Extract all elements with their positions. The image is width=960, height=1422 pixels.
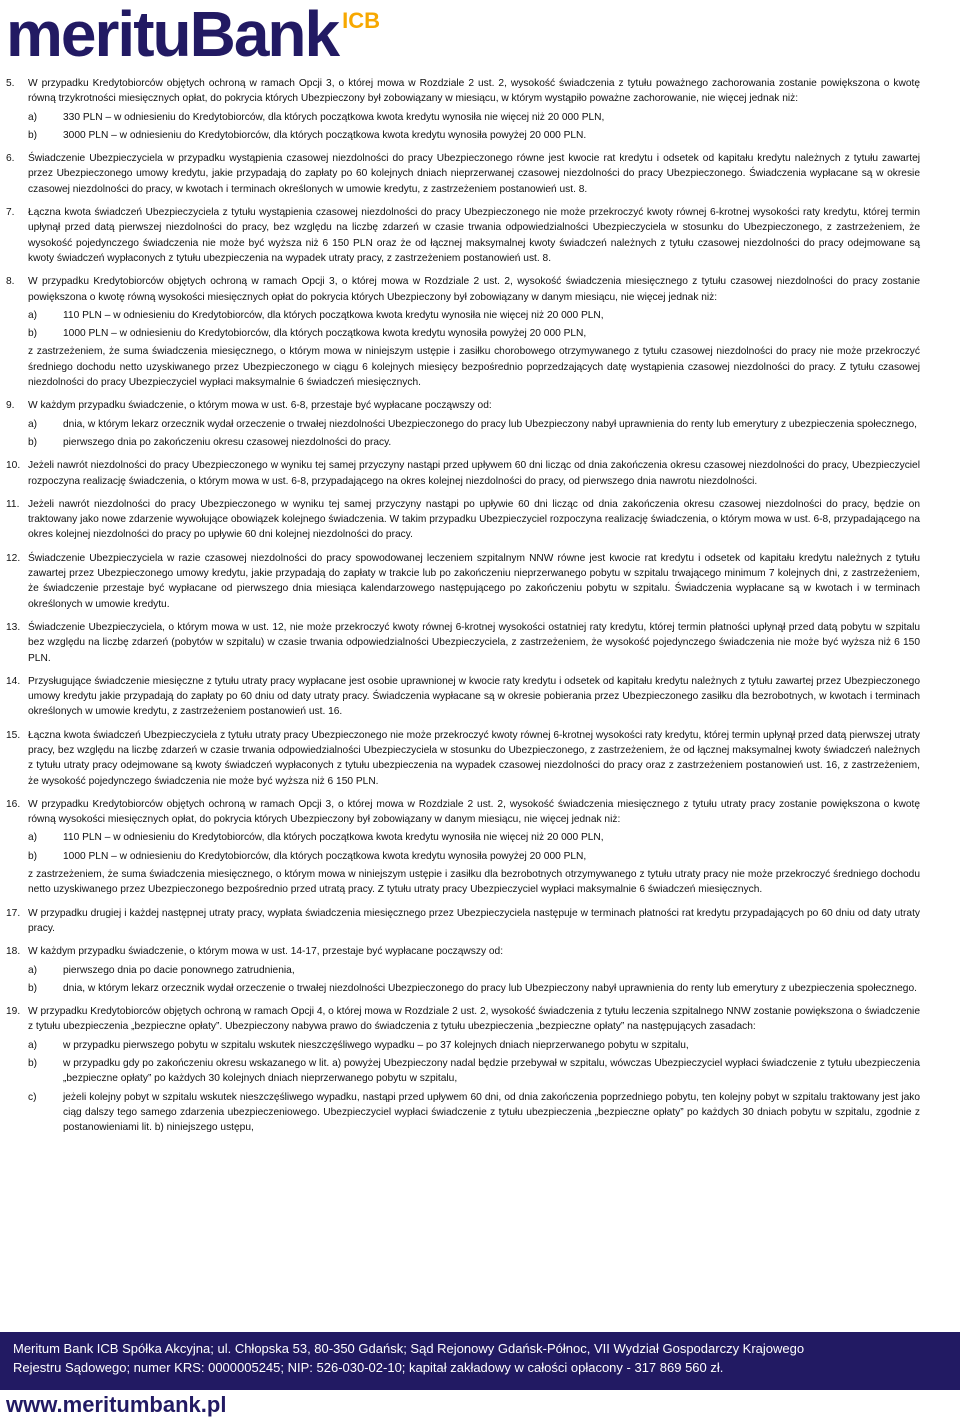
sub-item xyxy=(28,830,920,845)
sub-item xyxy=(28,128,920,143)
paragraph-text: W przypadku drugiej i każdej następnej utraty pracy, wypłata świadczenia miesięcznego przez Ubezpieczyciela następuje w terminach płatności rat kredytu przypadających po 60 dniu od daty utraty pracy. xyxy=(28,907,920,934)
sub-item-text: 1000 PLN – w odniesieniu do Kredytobiorców, dla których początkowa kwota kredytu wynosiła powyżej 20 000 PLN, xyxy=(63,328,587,340)
numbered-paragraph xyxy=(6,497,920,551)
paragraph-text: Przysługujące świadczenie miesięczne z tytułu utraty pracy wypłacane jest osobie uprawnionej w kwocie raty kredytu i odsetek od kapitału kredytu należnych z tytułu zawartej przez Ubezpieczonego umowy kredytu jakie przypadają do zapłaty po 60 dniu od daty utraty pracy. Świadczenia wypłacane są w okresie pobierania przez Ubezpieczonego zasiłku dla bezrobotnych, w kwotach i terminach określonych w umowie kredytu, z zastrzeżeniem postanowień ust. 16. xyxy=(28,675,920,718)
paragraph-text: Jeżeli nawrót niezdolności do pracy Ubezpieczonego w wyniku tej samej przyczyny nastąpi po upływie 60 dni licząc od dnia zakończenia okresu czasowej niezdolności do pracy, będzie on traktowany jako nowe zdarzenie wywołujące obowiązek kolejnego świadczenia. W takim przypadku Ubezpieczyciel rozpoczyna realizację świadczenia, o którym mowa w ust. 6-8, przypadającego na okres kolejnej niezdolności do pracy po upływie 60 dni kolejnej niezdolności do pracy. xyxy=(28,498,920,541)
sub-item-label: b) xyxy=(28,328,38,340)
logo-suffix: ICB xyxy=(342,8,380,33)
footer-company-line: Meritum Bank ICB Spółka Akcyjna; ul. Chłopska 53, 80-350 Gdańsk; Sąd Rejonowy Gdańsk-Północ, VII Wydział Gospodarczy Krajowego xyxy=(13,1341,805,1356)
sub-item-label: b) xyxy=(28,850,38,862)
logo-wordmark: merituBank xyxy=(6,0,339,70)
paragraph-text: W każdym przypadku świadczenie, o którym mowa w ust. 6-8, przestaje być wypłacane począwszy od: xyxy=(28,400,492,412)
numbered-paragraph xyxy=(6,205,920,274)
paragraph-number: 14. xyxy=(6,675,21,687)
paragraph-number: 15. xyxy=(6,729,21,741)
sub-item-text: 330 PLN – w odniesieniu do Kredytobiorców, dla których początkowa kwota kredytu wynosiła nie więcej niż 20 000 PLN, xyxy=(63,111,605,123)
sub-item xyxy=(28,981,920,996)
sub-item xyxy=(28,417,920,432)
sub-item-text: w przypadku pierwszego pobytu w szpitalu wskutek nieszczęśliwego wypadku – po 37 kolejnych dniach nieprzerwanego pobytu w szpitalu, xyxy=(63,1039,689,1051)
sub-item xyxy=(28,110,920,125)
sub-item xyxy=(28,963,920,978)
sub-item xyxy=(28,1090,920,1136)
paragraph-number: 10. xyxy=(6,460,21,472)
paragraph-number: 8. xyxy=(6,276,15,288)
numbered-paragraph xyxy=(6,274,920,398)
sub-item-text: 1000 PLN – w odniesieniu do Kredytobiorców, dla których początkowa kwota kredytu wynosiła powyżej 20 000 PLN, xyxy=(63,850,587,862)
numbered-paragraph xyxy=(6,674,920,728)
paragraph-text: W każdym przypadku świadczenie, o którym mowa w ust. 14-17, przestaje być wypłacane począwszy od: xyxy=(28,946,504,958)
sub-item xyxy=(28,308,920,323)
paragraph-text: W przypadku Kredytobiorców objętych ochroną w ramach Opcji 3, o której mowa w Rozdziale 2 ust. 2, wysokość świadczenia z tytułu poważnego zachorowania zostanie powiększona o kwotę równą trzykrotności miesięcznych opłat, do pokrycia których Ubezpieczony był zobowiązany w miesiącu, w którym wystąpiło poważne zachorowanie, nie więcej jednak niż: xyxy=(28,78,920,105)
numbered-paragraph xyxy=(6,944,920,1004)
sub-item-label: a) xyxy=(28,111,38,123)
footer-registry-line: Rejestru Sądowego; numer KRS: 0000005245; NIP: 526-030-02-10; kapitał zakładowy w całości opłacony - 317 869 560 zł. xyxy=(13,1360,724,1375)
sub-item-text: pierwszego dnia po zakończeniu okresu czasowej niezdolności do pracy. xyxy=(63,436,392,448)
sub-item xyxy=(28,1038,920,1053)
paragraph-text: Łączna kwota świadczeń Ubezpieczyciela z tytułu wystąpienia czasowej niezdolności do pracy Ubezpieczonego nie może przekroczyć kwoty równej 6-krotnej wysokości raty kredytu, której termin upłynął przed datą pierwszej niezdolności do pracy, bez względu na liczbę zdarzeń w czasie trwania odpowiedzialności Ubezpieczyciela w stosunku do Ubezpieczonego, z zastrzeżeniem, że wysokość pojedynczego świadczenia nie może być wyższa niż 6 150 PLN oraz że od łącznej maksymalnej kwoty świadczeń należnych z tytułu czasowej niezdolności do pracy odejmowane są kwoty świadczeń wypłaconych z tytułu ubezpieczenia na wypadek utraty pracy, z zastrzeżeniem postanowień ust. 8. xyxy=(28,207,920,264)
paragraph-text: W przypadku Kredytobiorców objętych ochroną w ramach Opcji 4, o której mowa w Rozdziale 2 ust. 2, wysokość świadczenia z tytułu leczenia szpitalnego NNW zostanie powiększona o świadczenie z tytułu ubezpieczenia „bezpieczne opłaty”. Ubezpieczony nabywa prawo do świadczenia z tytułu ubezpieczenia „bezpieczne opłaty” na następujących zasadach: xyxy=(28,1006,920,1033)
numbered-paragraph xyxy=(6,76,920,151)
numbered-paragraph xyxy=(6,1004,920,1143)
sub-item-label: a) xyxy=(28,832,38,844)
sub-item-text: w przypadku gdy po zakończeniu okresu wskazanego w lit. a) powyżej Ubezpieczony nadal będzie przebywał w szpitalu, wówczas Ubezpieczyciel wypłaci świadczenie z tytułu ubezpieczenia „bezpieczne opłaty” po każdych 30 kolejnych dniach nieprzerwanego pobytu w szpitalu, xyxy=(63,1058,920,1085)
document-body xyxy=(6,76,920,1144)
sub-item-label: a) xyxy=(28,309,38,321)
paragraph-text: Świadczenie Ubezpieczyciela w razie czasowej niezdolności do pracy spowodowanej leczeniem szpitalnym NNW równe jest kwocie rat kredytu i odsetek od kapitału kredytu należnych z tytułu zawartej przez Ubezpieczonego umowy kredytu, jakie przypadają do zapłaty w trakcie lub po zakończeniu nieprzerwanego pobytu w szpitalu trwającego minimum 7 kolejnych dni, z zastrzeżeniem, że świadczenie przestaje być wypłacane od pierwszego dnia miesiąca kalendarzowego następującego po zakończeniu pobytu w szpitalu. Świadczenia wypłacane są w kwotach i w terminach określonych w umowie kredytu. xyxy=(28,552,920,610)
paragraph-text: Jeżeli nawrót niezdolności do pracy Ubezpieczonego w wyniku tej samej przyczyny nastąpi przed upływem 60 dni licząc od dnia zakończenia okresu czasowej niezdolności do pracy, Ubezpieczyciel rozpoczyna realizację świadczenia, o którym mowa w ust. 6-8, przypadającego na okres kolejnej niezdolności do pracy, od pierwszego dnia nawrotu niezdolności. xyxy=(28,460,920,487)
bank-logo xyxy=(6,0,380,70)
paragraph-text: W przypadku Kredytobiorców objętych ochroną w ramach Opcji 3, o której mowa w Rozdziale 2 ust. 2, wysokość świadczenia miesięcznego z tytułu utraty pracy zostanie powiększona o kwotę równą wysokości miesięcznych opłat, do pokrycia których Ubezpieczony był zobowiązany w danym miesiącu, nie więcej jednak niż: xyxy=(28,798,920,826)
sub-item xyxy=(28,435,920,450)
numbered-paragraph xyxy=(6,151,920,205)
sub-item-text: 110 PLN – w odniesieniu do Kredytobiorców, dla których początkowa kwota kredytu wynosiła nie więcej niż 20 000 PLN, xyxy=(63,832,604,844)
paragraph-number: 5. xyxy=(6,78,15,89)
paragraph-number: 19. xyxy=(6,1006,21,1018)
sub-item-label: a) xyxy=(28,1039,38,1051)
sub-item-label: c) xyxy=(28,1091,37,1103)
numbered-paragraph xyxy=(6,728,920,797)
paragraph-continuation: z zastrzeżeniem, że suma świadczenia miesięcznego, o którym mowa w niniejszym ustępie i zasiłku chorobowego otrzymywanego z tytułu czasowej niezdolności do pracy nie może przekroczyć średniego dochodu netto uzyskiwanego przez Ubezpieczonego w ciągu 6 kolejnych miesięcy bezpośrednio poprzedzających datę wystąpienia czasowej niezdolności do pracy. Z tytułu czasowej niezdolności do pracy Ubezpieczyciel wypłaci maksymalnie 6 świadczeń miesięcznych. xyxy=(28,346,920,389)
sub-item-text: pierwszego dnia po dacie ponownego zatrudnienia, xyxy=(63,964,295,976)
sub-item xyxy=(28,326,920,341)
paragraph-text: Świadczenie Ubezpieczyciela, o którym mowa w ust. 12, nie może przekroczyć kwoty równej 6-krotnej wysokości ostatniej raty kredytu, której termin płatności upłynął przed datą pobytu w szpitalu bez względu na liczbę zdarzeń (pobytów w szpitalu) w czasie trwania odpowiedzialności Ubezpieczyciela, z zastrzeżeniem, że wysokość pojedynczego świadczenia nie może być wyższa niż 6 150 PLN. xyxy=(28,621,920,664)
paragraph-number: 13. xyxy=(6,621,21,633)
sub-item-text: 110 PLN – w odniesieniu do Kredytobiorców, dla których początkowa kwota kredytu wynosiła nie więcej niż 20 000 PLN, xyxy=(63,309,604,321)
sub-item xyxy=(28,1056,920,1087)
numbered-paragraph xyxy=(6,620,920,674)
sub-item-text: dnia, w którym lekarz orzecznik wydał orzeczenie o trwałej niezdolności Ubezpieczonego do pracy lub Ubezpieczony nabył uprawnienia do renty lub emerytury z ubezpieczenia społecznego, xyxy=(63,418,917,430)
sub-item-label: a) xyxy=(28,418,38,430)
paragraph-number: 16. xyxy=(6,798,21,810)
website-link[interactable]: www.meritumbank.pl xyxy=(6,1392,227,1417)
paragraph-number: 6. xyxy=(6,153,15,165)
paragraph-number: 17. xyxy=(6,907,21,919)
paragraph-continuation: z zastrzeżeniem, że suma świadczenia miesięcznego, o którym mowa w niniejszym ustępie i zasiłku dla bezrobotnych otrzymywanego z tytułu utraty pracy nie może przekroczyć średniego dochodu netto uzyskiwanego przez Ubezpieczonego bezpośrednio przed utratą pracy. Z tytułu utraty pracy Ubezpieczyciel wypłaci maksymalnie 6 świadczeń miesięcznych. xyxy=(28,869,920,896)
numbered-paragraph xyxy=(6,551,920,620)
sub-item-text: jeżeli kolejny pobyt w szpitalu wskutek nieszczęśliwego wypadku, nastąpi przed upływem 60 dni, od dnia zakończenia poprzedniego pobytu, ten kolejny pobyt w szpitalu traktowany jest jako ciąg dalszy tego samego zdarzenia ubezpieczeniowego. Ubezpieczyciel wypłaci świadczenie z tytułu ubezpieczenia „bezpieczne opłaty” po każdych 30 dniach pobytu w szpitalu, zgodnie z postanowieniami lit. b) niniejszego ustępu, xyxy=(63,1091,920,1134)
paragraph-number: 18. xyxy=(6,946,21,958)
paragraph-number: 9. xyxy=(6,400,15,412)
sub-item-text: dnia, w którym lekarz orzecznik wydał orzeczenie o trwałej niezdolności Ubezpieczonego do pracy lub Ubezpieczony nabył uprawnienia do renty lub emerytury z ubezpieczenia społecznego. xyxy=(63,982,917,994)
numbered-paragraph xyxy=(6,458,920,497)
sub-item xyxy=(28,849,920,864)
sub-item-label: b) xyxy=(28,1058,38,1070)
footer-band xyxy=(0,1332,960,1390)
sub-item-label: b) xyxy=(28,436,38,448)
numbered-paragraph xyxy=(6,797,920,906)
sub-item-label: b) xyxy=(28,129,38,141)
paragraph-number: 7. xyxy=(6,207,15,219)
paragraph-text: Świadczenie Ubezpieczyciela w przypadku wystąpienia czasowej niezdolności do pracy Ubezpieczonego równe jest kwocie rat kredytu i odsetek od kapitału kredytu należnych z tytułu zawartej przez Ubezpieczonego umowy kredytu, jakie przypadają do zapłaty po 60 kolejnych dniach nieprzerwanej czasowej niezdolności do pracy Ubezpieczonego. Świadczenia wypłacane są w okresie czasowej niezdolności do pracy, w kwotach i terminach określonych w umowie kredytu, z zastrzeżeniem postanowień ust. 8. xyxy=(28,153,920,195)
numbered-paragraph xyxy=(6,398,920,458)
paragraph-text: W przypadku Kredytobiorców objętych ochroną w ramach Opcji 3, o której mowa w Rozdziale 2 ust. 2, wysokość świadczenia miesięcznego z tytułu czasowej niezdolności do pracy zostanie powiększona o kwotę równą wysokości miesięcznych opłat do pokrycia których Ubezpieczony był zobowiązany w danym miesiącu, nie więcej jednak niż: xyxy=(28,276,920,303)
numbered-paragraph xyxy=(6,906,920,945)
sub-item-text: 3000 PLN – w odniesieniu do Kredytobiorców, dla których początkowa kwota kredytu wynosiła powyżej 20 000 PLN. xyxy=(63,129,587,141)
sub-item-label: b) xyxy=(28,982,38,994)
paragraph-text: Łączna kwota świadczeń Ubezpieczyciela z tytułu utraty pracy Ubezpieczonego nie może przekroczyć kwoty równej 6-krotnej wysokości raty kredytu, której termin upłynął przed datą pierwszej utraty pracy, bez względu na liczbę zdarzeń w czasie trwania odpowiedzialności Ubezpieczyciela w stosunku do Ubezpieczonego, z zastrzeżeniem, że od łącznej maksymalnej kwoty świadczeń należnych z tytułu utraty pracy odejmowane są kwoty świadczeń wypłaconych z tytułu ubezpieczenia na wypadek czasowej niezdolności do pracy oraz z zastrzeżeniem postanowień ust. 16, z zastrzeżeniem, że wysokość pojedynczego świadczenia nie może być wyższa niż 6 150 PLN. xyxy=(28,729,920,787)
sub-item-label: a) xyxy=(28,964,38,976)
paragraph-number: 11. xyxy=(6,498,20,510)
paragraph-number: 12. xyxy=(6,552,21,564)
